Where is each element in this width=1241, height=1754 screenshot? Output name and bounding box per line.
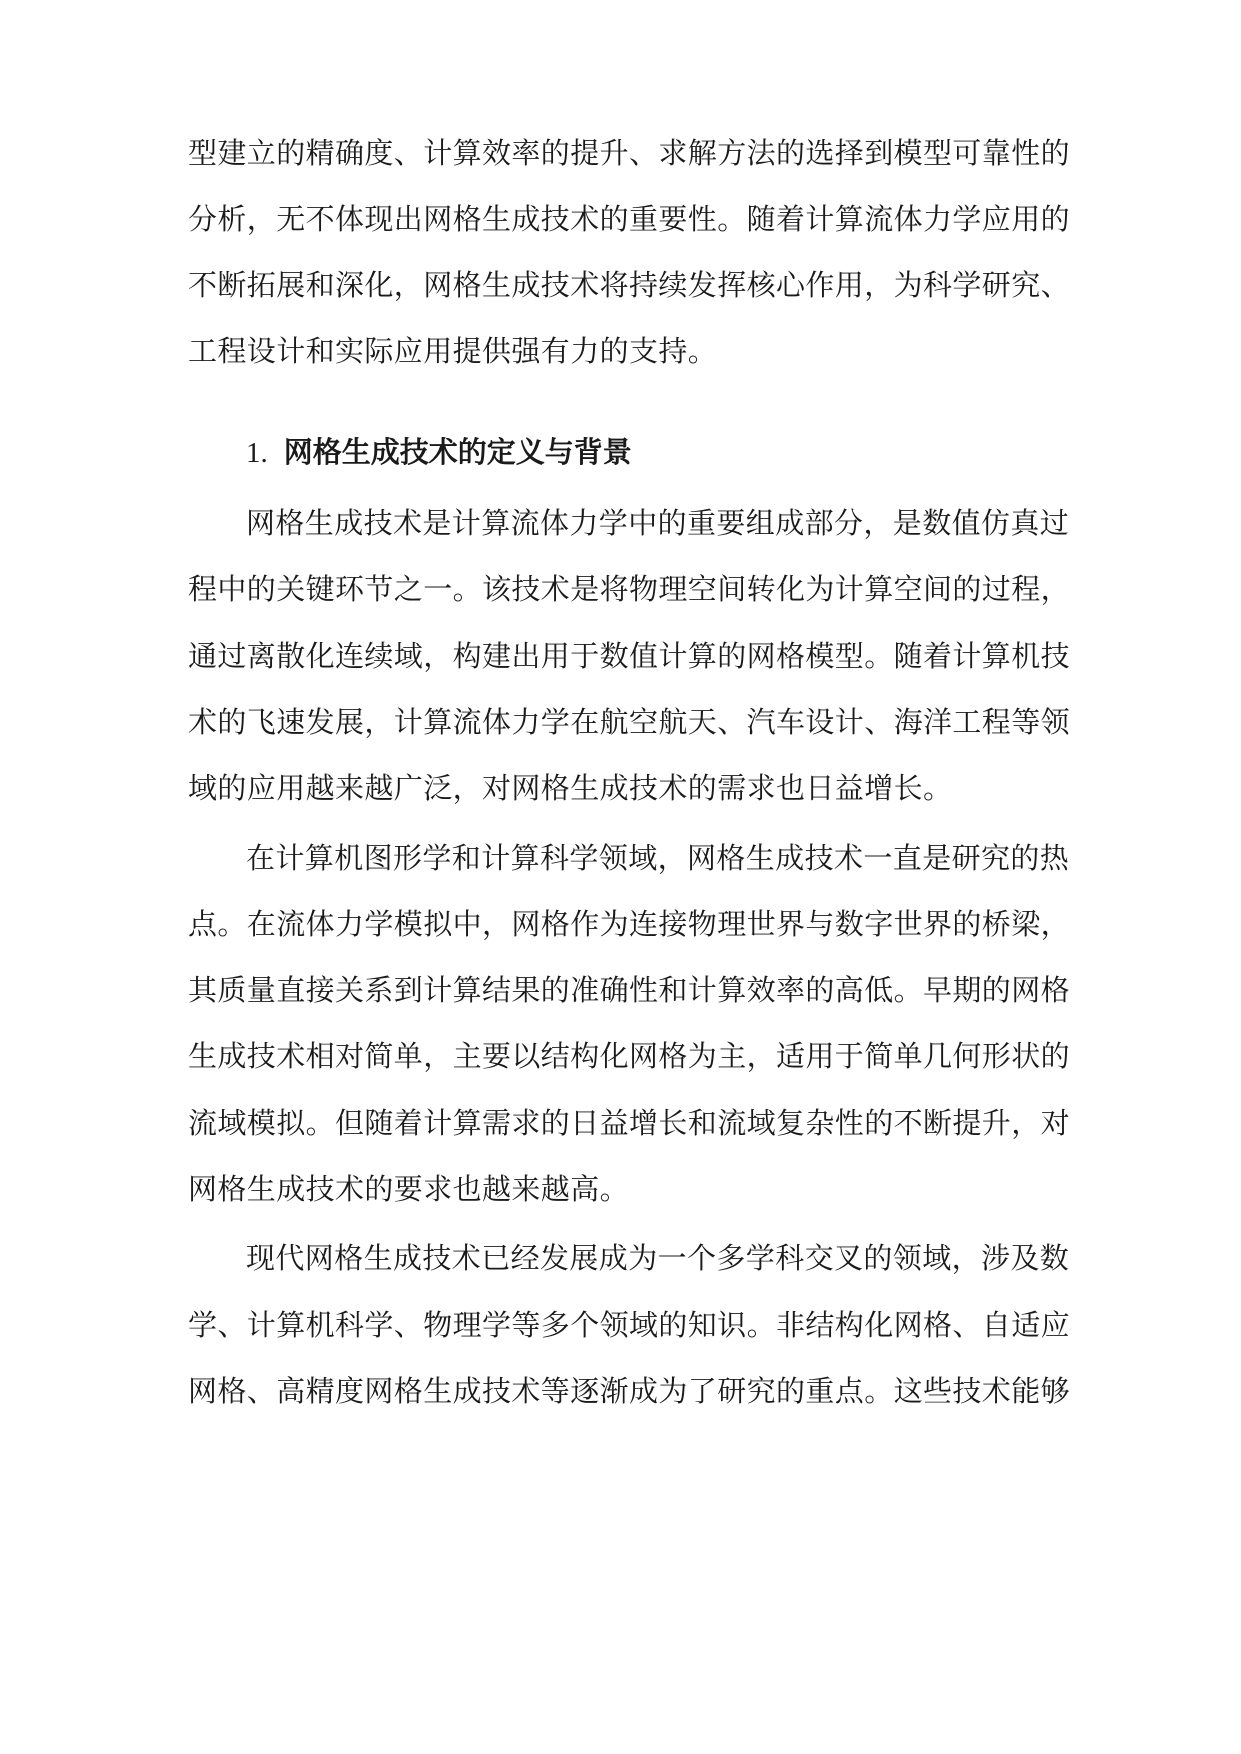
intro-line-1: 型建立的精确度、计算效率的提升、求解方法的选择到模型可靠性的 [188,136,1071,170]
paragraph3-line-1: 现代网格生成技术已经发展成为一个多学科交叉的领域，涉及数 [246,1241,1070,1275]
intro-line-3: 不断拓展和深化，网格生成技术将持续发挥核心作用，为科学研究、 [188,268,1071,302]
paragraph1-line-3: 通过离散化连续域，构建出用于数值计算的网格模型。随着计算机技 [188,639,1071,673]
paragraph2-line-3: 其质量直接关系到计算结果的准确性和计算效率的高低。早期的网格 [188,973,1071,1007]
section-title: 网格生成技术的定义与背景 [283,435,632,469]
paragraph3-line-3: 网格、高精度网格生成技术等逐渐成为了研究的重点。这些技术能够 [188,1374,1071,1408]
paragraph2-line-1: 在计算机图形学和计算科学领域，网格生成技术一直是研究的热 [246,841,1070,875]
paragraph1-line-1: 网格生成技术是计算流体力学中的重要组成部分，是数值仿真过 [246,506,1070,540]
intro-line-2: 分析，无不体现出网格生成技术的重要性。随着计算流体力学应用的 [188,202,1071,236]
paragraph1-line-4: 术的飞速发展，计算流体力学在航空航天、汽车设计、海洋工程等领 [188,705,1071,739]
paragraph2-line-6: 网格生成技术的要求也越来越高。 [188,1172,630,1206]
paragraph2-line-5: 流域模拟。但随着计算需求的日益增长和流域复杂性的不断提升，对 [188,1106,1071,1140]
paragraph1-line-5: 域的应用越来越广泛，对网格生成技术的需求也日益增长。 [188,771,953,805]
paragraph2-line-2: 点。在流体力学模拟中，网格作为连接物理世界与数字世界的桥梁， [188,907,1071,941]
section-number: 1. [246,437,268,469]
section-heading [246,432,632,473]
intro-line-4: 工程设计和实际应用提供强有力的支持。 [188,334,718,368]
paragraph1-line-2: 程中的关键环节之一。该技术是将物理空间转化为计算空间的过程， [188,572,1071,606]
paragraph3-line-2: 学、计算机科学、物理学等多个领域的知识。非结构化网格、自适应 [188,1308,1071,1342]
paragraph2-line-4: 生成技术相对简单，主要以结构化网格为主，适用于简单几何形状的 [188,1039,1071,1073]
